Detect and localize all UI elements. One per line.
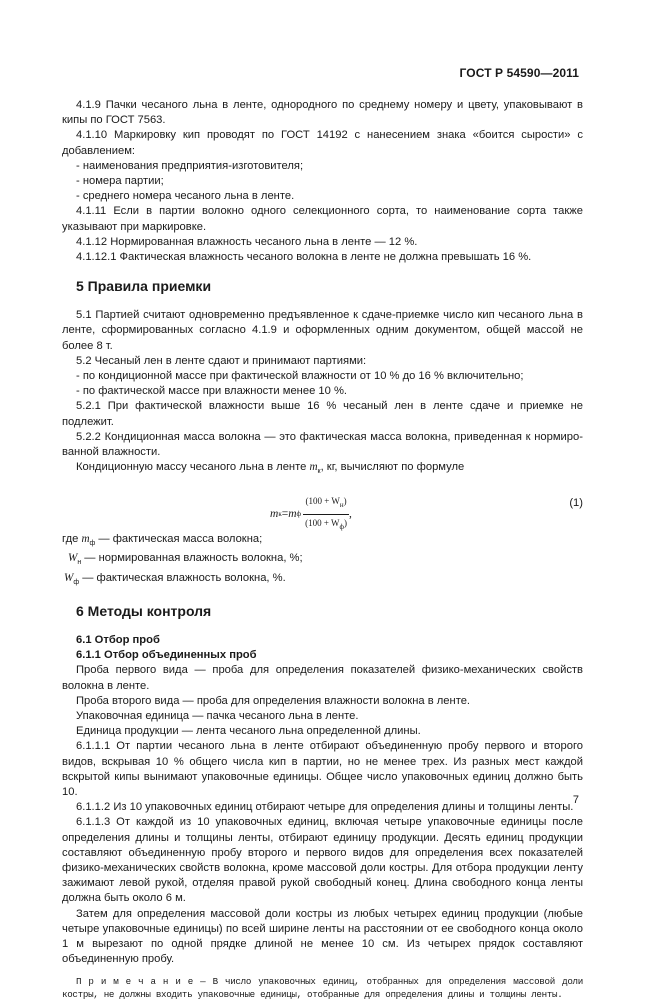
list-item: - по фактической массе при влажности менее 10 %. — [76, 385, 348, 398]
list-item: - номера партии; — [76, 175, 164, 188]
legend-item: $W_ф$ — фактическая влажность волокна, %. — [64, 571, 286, 586]
formula-number: (1) — [569, 496, 583, 509]
paragraph: Проба второго вида — проба для определения влажности волокна в ленте. — [76, 694, 471, 707]
section-5-title: 5 Правила приемки — [76, 278, 212, 295]
list-item: - среднего номера чесаного льна в ленте. — [76, 190, 295, 203]
paragraph: 4.1.12.1 Фактическая влажность чесаного волокна в ленте не должна превышать 16 %. — [76, 251, 532, 264]
section-6-title: 6 Методы контроля — [76, 603, 212, 620]
paragraph: Затем для определения массовой доли костры из любых четырех единиц продукции (любые четыре упаковочные единицы) по всей ширине ленты на расстоянии от ее свободного конца около 1 м вырезают по одной прядке длиной не менее 10 см. Из четырех прядок составляют объединенную пробу. — [62, 907, 583, 966]
document-header: ГОСТ Р 54590—2011 — [459, 66, 579, 80]
paragraph: 5.2.2 Кондиционная масса волокна — это фактическая масса волокна, приведенная к нормированной влажности. — [62, 430, 583, 459]
paragraph: 4.1.10 Маркировку кип проводят по ГОСТ 14192 с нанесением знака «боится сырости» с добавлением: — [62, 129, 583, 157]
legend-item: где $m_ф$ — фактическая масса волокна; — [62, 532, 263, 547]
formula-intro: Кондиционную массу чесаного льна в ленте $m_к$, кг, вычисляют по формуле — [76, 461, 465, 476]
section-5-paragraphs — [62, 308, 583, 460]
formula-1 — [62, 490, 583, 531]
formula-fraction: $\frac{(100 + W_н)}{(100 + W_ф)}$ — [305, 495, 348, 531]
list-item: - по кондиционной массе при фактической влажности от 10 % до 16 % включительно; — [76, 370, 524, 383]
paragraph: 6.1.1.2 Из 10 упаковочных единиц отбирают четыре для определения длины и толщины ленты. — [76, 801, 574, 814]
subsection-6-1-1-title: 6.1.1 Отбор объединенных проб — [76, 649, 257, 662]
page-number: 7 — [572, 794, 579, 806]
paragraph: 6.1.1.1 От партии чесаного льна в ленте отбирают объединенную пробу первого и второго видов, вскрывая 10 % общего числа кип в партии, но не менее трех. Из разных мест каждой вскрытой кипы вынимают упаковочные единицы. Общее число упаковочных единиц должно быть 10. — [62, 740, 583, 799]
formula-legend — [62, 532, 583, 590]
paragraph: 6.1.1.3 От каждой из 10 упаковочных единиц, включая четыре упаковочные единицы после определения длины и толщины ленты, отбирают единицу продукции. Десять единиц продукции составляют объединенную пробу второго и первого видов для определения всех показателей физико-механических свойств волокна, кроме массовой доли костры. Для отбора продукции ленту зажимают левой рукой, отделяя правой рукой свободный конец. Длина свободного конца ленты должна быть около 6 м. — [62, 816, 583, 905]
paragraph: 5.1 Партией считают одновременно предъявленное к сдаче-приемке число кип чесаного льна в ленте, сформированных согласно 4.1.9 и оформленных одним документом, общей массой не более 8 т. — [62, 309, 583, 352]
section-6-paragraphs — [62, 663, 583, 967]
paragraph: 5.2 Чесаный лен в ленте сдают и принимают партиями: — [76, 354, 367, 367]
paragraph: 4.1.11 Если в партии волокно одного селекционного сорта, то наименование сорта также указывают при маркировке. — [62, 205, 583, 233]
paragraph: 4.1.12 Нормированная влажность чесаного льна в ленте — 12 %. — [76, 235, 418, 248]
list-item: - наименования предприятия-изготовителя; — [76, 159, 304, 172]
paragraph: Проба первого вида — проба для определения показателей физико-механических свойств волокна в ленте. — [62, 664, 583, 692]
note: П р и м е ч а н и е — В число упаковочных единиц, отобранных для определения массовой доли костры, не должны входить упаковочные единицы, отобранные для определения длины и толщины ленты. — [62, 976, 583, 1001]
document-body — [62, 98, 583, 1001]
section-4-paragraphs — [62, 98, 583, 265]
subsection-6-1-title: 6.1 Отбор проб — [76, 634, 160, 647]
paragraph: 4.1.9 Пачки чесаного льна в ленте, однородного по среднему номеру и цвету, упаковывают в кипы по ГОСТ 7563. — [62, 99, 583, 127]
paragraph: Упаковочная единица — пачка чесаного льна в ленте. — [76, 710, 359, 723]
paragraph: 5.2.1 При фактической влажности выше 16 % чесаный лен в ленте сдаче и приемке не подлежит. — [62, 400, 583, 428]
formula-expression: m к = m ф $\frac{(100 + W_н)}{(100 + W_ф)}$ , — [270, 494, 352, 535]
legend-item: $W_н$ — нормированная влажность волокна, %; — [68, 552, 303, 567]
paragraph: Единица продукции — лента чесаного льна определенной длины. — [76, 725, 421, 738]
